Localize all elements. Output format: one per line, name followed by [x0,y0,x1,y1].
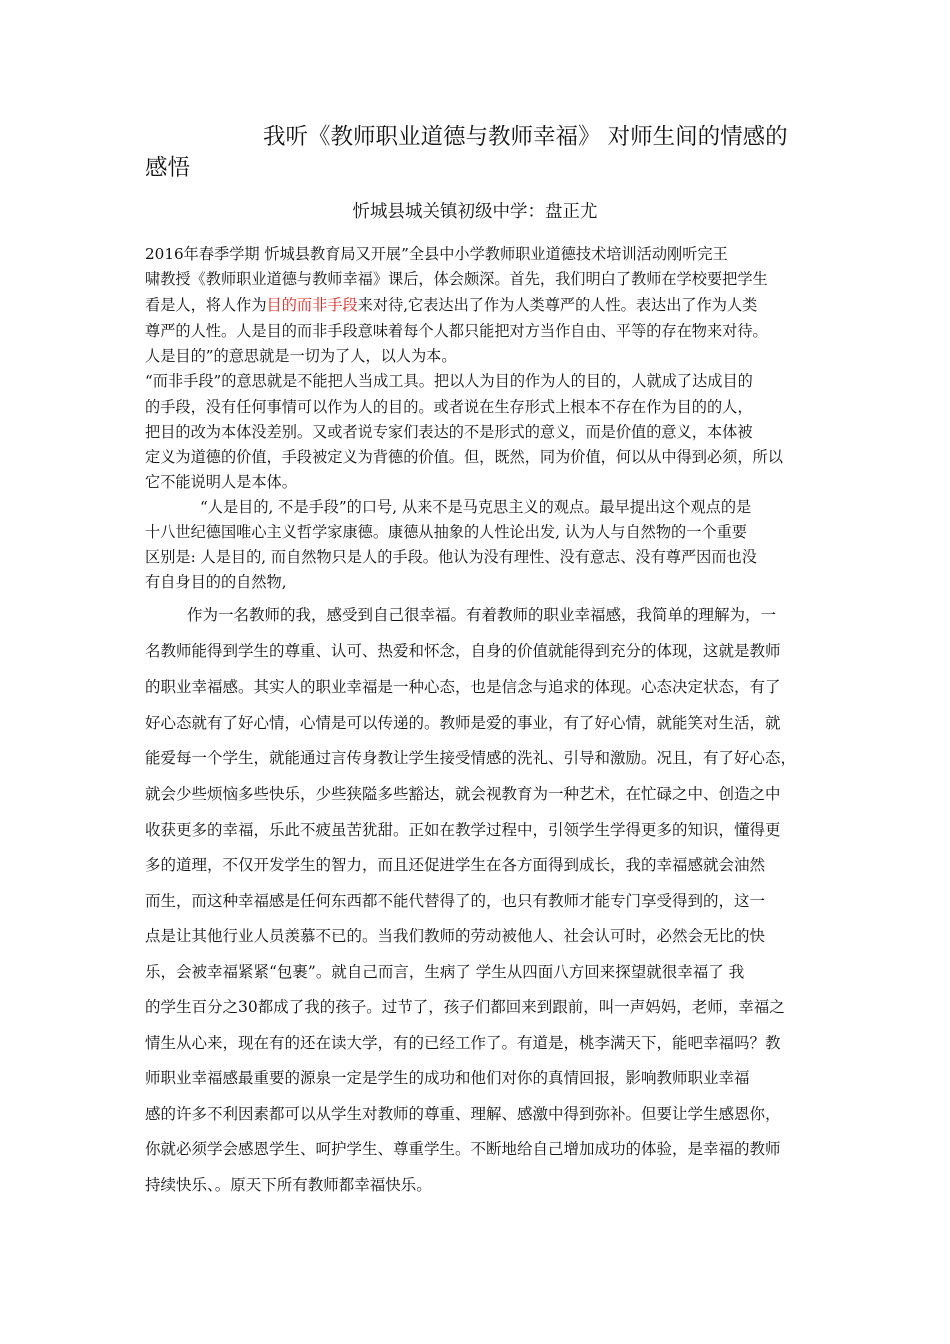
text-line: 乐，会被幸福紧紧“包裹”。就自己而言，生病了 学生从四面八方回来探望就很幸福了 我 [145,963,745,981]
text-line: 尊严的人性。人是目的而非手段意味着每个人都只能把对方当作自由、平等的存在物来对待。 [145,322,768,340]
text-line: 多的道理，不仅开发学生的智力，而且还促进学生在各方面得到成长，我的幸福感就会油然 [145,856,766,874]
text-line: “人是目的, 不是手段”的口号, 从来不是马克思主义的观点。最早提出这个观点的是 [200,498,752,516]
text-line: 2016年春季学期 忻城县教育局又开展”全县中小学教师职业道德技术培训活动刚听完王 [145,245,728,263]
text-line: 定义为道德的价值，手段被定义为背德的价值。但，既然，同为价值，何以从中得到必须，所以 [145,448,783,466]
text-line: 师职业幸福感最重要的源泉一定是学生的成功和他们对你的真情回报，影响教师职业幸福 [145,1069,750,1087]
document-title [145,122,825,184]
title-line-1: 我听《教师职业道德与教师幸福》 对师生间的情感的 [263,124,788,150]
author-line: 忻城县城关镇初级中学：盘正尤 [352,202,598,222]
text-line: 的学生百分之30都成了我的孩子。过节了，孩子们都回来到跟前，叫一声妈妈，老师，幸福之 [145,998,785,1016]
text-line: 它不能说明人是本体。 [145,473,297,491]
text-line: 点是让其他行业人员羡慕不已的。当我们教师的劳动被他人、社会认可时，必然会无比的快 [145,927,766,945]
text-line: 情生从心来，现在有的还在读大学，有的已经工作了。有道是，桃李满天下，能吧幸福吗？教 [145,1034,781,1052]
text-line: 把目的改为本体没差别。又或者说专家们表达的不是形式的意义，而是价值的意义，本体被 [145,423,753,441]
text-line: 名教师能得到学生的尊重、认可、热爱和怀念，自身的价值就能得到充分的体现，这就是教师 [145,642,781,660]
text-line: 感的许多不利因素都可以从学生对教师的尊重、理解、感激中得到弥补。但要让学生感恩你， [145,1105,781,1123]
text-line: 收获更多的幸福，乐此不疲虽苦犹甜。正如在教学过程中，引领学生学得更多的知识，懂得更 [145,821,781,839]
text-line: “而非手段”的意思就是不能把人当成工具。把以人为目的作为人的目的，人就成了达成目的 [145,372,753,390]
text-line: 就会少些烦恼多些快乐，少些狭隘多些豁达，就会视教育为一种艺术，在忙碌之中、创造之中 [145,785,781,803]
text-line: 持续快乐、。原天下所有教师都幸福快乐。 [145,1176,432,1194]
text-segment: 来对待,它表达出了作为人类尊严的人性。表达出了作为人类 [357,296,758,314]
text-line: 的职业幸福感。其实人的职业幸福是一种心态，也是信念与追求的体现。心态决定状态，有了 [145,678,781,696]
text-line: 的手段，没有任何事情可以作为人的目的。或者说在生存形式上根本不存在作为目的的人， [145,398,753,416]
text-line: 你就必须学会感恩学生、呵护学生、尊重学生。不断地给自己增加成功的体验，是幸福的教师 [145,1140,781,1158]
text-line: 有自身目的的自然物, [145,573,287,591]
text-line [145,294,757,315]
text-line: 作为一名教师的我，感受到自己很幸福。有着教师的职业幸福感，我简单的理解为，一 [187,606,777,624]
text-segment: 看是人，将人作为 [145,296,267,314]
text-line: 能爱每一个学生，就能通过言传身教让学生接受情感的洗礼、引导和激励。况且，有了好心态， [145,749,797,767]
text-line: 十八世纪德国唯心主义哲学家康德。康德从抽象的人性论出发, 认为人与自然物的一个重要 [145,523,747,541]
title-line-2: 感悟 [145,155,191,181]
highlight-text: 目的而非手段 [266,296,358,314]
text-line: 啸教授《教师职业道德与教师幸福》课后，体会颇深。首先，我们明白了教师在学校要把学生 [145,270,768,288]
text-line: 区别是: 人是目的, 而自然物只是人的手段。他认为没有理性、没有意志、没有尊严因而也没 [145,548,757,566]
text-line: 好心态就有了好心情，心情是可以传递的。教师是爱的事业，有了好心情，就能笑对生活，就 [145,714,781,732]
text-line: 而生，而这种幸福感是任何东西都不能代替得了的，也只有教师才能专门享受得到的，这一 [145,892,766,910]
text-line: 人是目的”的意思就是一切为了人，以人为本。 [145,347,457,365]
